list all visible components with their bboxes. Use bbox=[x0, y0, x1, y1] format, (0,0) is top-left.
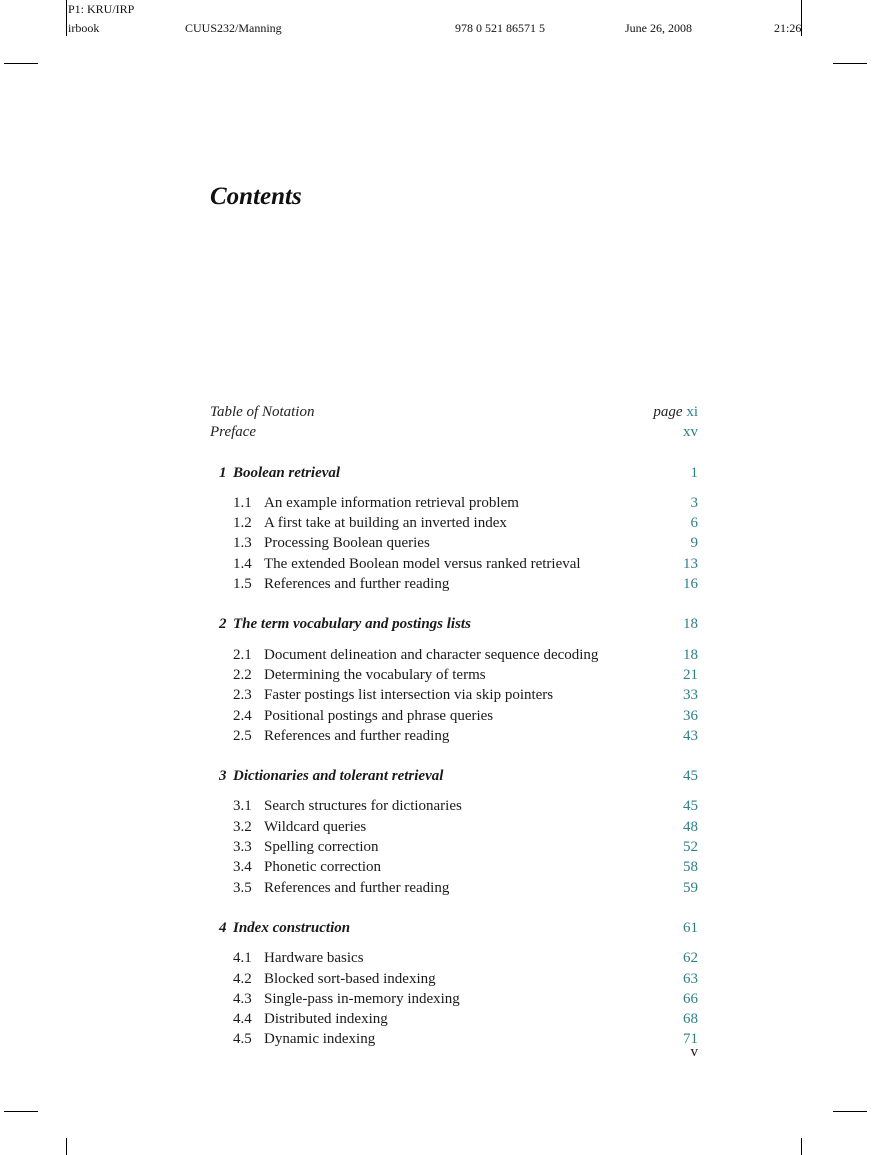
toc-section-row[interactable] bbox=[210, 554, 698, 574]
toc-page-number[interactable]: 45 bbox=[683, 798, 698, 815]
chapter-number: 4 bbox=[219, 919, 227, 936]
header-isbn: 978 0 521 86571 5 bbox=[455, 21, 545, 35]
crop-mark-bottom-right-horizontal bbox=[833, 1111, 867, 1112]
section-number: 4.4 bbox=[233, 1011, 252, 1028]
header-book-id: irbook bbox=[68, 21, 100, 35]
toc-section-row[interactable] bbox=[210, 1029, 698, 1049]
section-title: An example information retrieval problem bbox=[264, 494, 519, 511]
section-number: 4.5 bbox=[233, 1031, 252, 1048]
toc-section-row[interactable] bbox=[210, 574, 698, 594]
section-title: Spelling correction bbox=[264, 839, 379, 856]
toc-page-number[interactable]: 61 bbox=[683, 919, 698, 936]
toc-section-row[interactable] bbox=[210, 645, 698, 665]
toc-section-row[interactable] bbox=[210, 969, 698, 989]
toc-page-number[interactable]: 6 bbox=[690, 515, 698, 532]
crop-mark-top-left-horizontal bbox=[4, 63, 38, 64]
section-number: 2.2 bbox=[233, 666, 252, 683]
toc-page-number[interactable]: 9 bbox=[690, 535, 698, 552]
chapter-title: Dictionaries and tolerant retrieval bbox=[233, 768, 444, 785]
chapter-title: Boolean retrieval bbox=[233, 464, 341, 481]
section-title: A first take at building an inverted index bbox=[264, 515, 507, 532]
toc-section-row[interactable] bbox=[210, 1009, 698, 1029]
section-title: Distributed indexing bbox=[264, 1011, 388, 1028]
section-number: 3.5 bbox=[233, 879, 252, 896]
section-number: 1.5 bbox=[233, 576, 252, 593]
section-number: 4.3 bbox=[233, 990, 252, 1007]
crop-mark-bottom-left-vertical bbox=[66, 1138, 67, 1155]
section-title: Dynamic indexing bbox=[264, 1031, 376, 1048]
toc-front-matter-row[interactable] bbox=[210, 422, 698, 442]
toc-section-row[interactable] bbox=[210, 493, 698, 513]
section-number: 4.2 bbox=[233, 970, 252, 987]
toc-section-row[interactable] bbox=[210, 665, 698, 685]
crop-mark-top-left-vertical bbox=[66, 0, 67, 36]
chapter-number: 3 bbox=[219, 768, 227, 785]
toc-page-number[interactable]: 43 bbox=[683, 727, 698, 744]
toc-page-number[interactable]: 48 bbox=[683, 818, 698, 835]
toc-chapter-row[interactable] bbox=[210, 614, 698, 634]
toc-page-number[interactable]: 71 bbox=[683, 1031, 698, 1048]
toc-chapter-list bbox=[210, 463, 698, 1050]
chapter-number: 2 bbox=[219, 616, 227, 633]
toc-section-row[interactable] bbox=[210, 878, 698, 898]
toc-entry-title: Table of Notation bbox=[210, 404, 315, 420]
toc-page-number[interactable]: 45 bbox=[683, 768, 698, 785]
toc-page-cell bbox=[653, 402, 698, 422]
toc-page-number[interactable]: 21 bbox=[683, 666, 698, 683]
crop-mark-bottom-left-horizontal bbox=[4, 1111, 38, 1112]
toc-page-number[interactable]: 36 bbox=[683, 707, 698, 724]
toc-page-number[interactable]: 63 bbox=[683, 970, 698, 987]
toc-page-number[interactable]: 1 bbox=[690, 464, 698, 481]
toc-section-row[interactable] bbox=[210, 796, 698, 816]
header-date: June 26, 2008 bbox=[625, 21, 692, 35]
section-number: 3.1 bbox=[233, 798, 252, 815]
page-title: Contents bbox=[210, 183, 302, 210]
page-word-label: page bbox=[653, 404, 683, 420]
page-folio: v bbox=[690, 1044, 698, 1060]
toc-page-number[interactable]: 18 bbox=[683, 646, 698, 663]
section-title: Determining the vocabulary of terms bbox=[264, 666, 486, 683]
toc-section-row[interactable] bbox=[210, 706, 698, 726]
toc-chapter-row[interactable] bbox=[210, 463, 698, 483]
section-number: 2.4 bbox=[233, 707, 252, 724]
section-title: Search structures for dictionaries bbox=[264, 798, 462, 815]
toc-page-number[interactable]: 3 bbox=[690, 494, 698, 511]
section-title: Hardware basics bbox=[264, 950, 364, 967]
toc-page-number[interactable]: 66 bbox=[683, 990, 698, 1007]
section-title: Processing Boolean queries bbox=[264, 535, 430, 552]
section-number: 1.1 bbox=[233, 494, 252, 511]
crop-mark-top-right-vertical bbox=[801, 0, 802, 36]
section-title: Blocked sort-based indexing bbox=[264, 970, 436, 987]
section-title: Phonetic correction bbox=[264, 859, 382, 876]
section-title: Single-pass in-memory indexing bbox=[264, 990, 460, 1007]
toc-page-number[interactable]: 59 bbox=[683, 879, 698, 896]
toc-page-number[interactable]: 33 bbox=[683, 687, 698, 704]
table-of-contents bbox=[210, 402, 698, 1050]
toc-chapter-row[interactable] bbox=[210, 918, 698, 938]
section-title: Document delineation and character sequence decoding bbox=[264, 646, 599, 663]
header-time: 21:26 bbox=[774, 21, 802, 35]
toc-section-row[interactable] bbox=[210, 726, 698, 746]
toc-section-row[interactable] bbox=[210, 989, 698, 1009]
section-number: 2.3 bbox=[233, 687, 252, 704]
toc-page-number[interactable]: 62 bbox=[683, 950, 698, 967]
toc-page-number[interactable]: 18 bbox=[683, 616, 698, 633]
toc-section-row[interactable] bbox=[210, 533, 698, 553]
section-number: 1.4 bbox=[233, 555, 252, 572]
toc-chapter-row[interactable] bbox=[210, 766, 698, 786]
toc-section-row[interactable] bbox=[210, 837, 698, 857]
toc-page-number[interactable]: xi bbox=[686, 404, 698, 420]
header-series: CUUS232/Manning bbox=[185, 21, 282, 35]
section-number: 1.2 bbox=[233, 515, 252, 532]
chapter-title: The term vocabulary and postings lists bbox=[233, 616, 471, 633]
toc-page-number[interactable]: xv bbox=[683, 424, 698, 441]
toc-section-row[interactable] bbox=[210, 513, 698, 533]
crop-mark-bottom-right-vertical bbox=[801, 1138, 802, 1155]
section-title: References and further reading bbox=[264, 576, 450, 593]
section-title: References and further reading bbox=[264, 727, 450, 744]
header-production-code: P1: KRU/IRP bbox=[68, 2, 135, 16]
crop-mark-top-right-horizontal bbox=[833, 63, 867, 64]
section-number: 2.1 bbox=[233, 646, 252, 663]
section-number: 4.1 bbox=[233, 950, 252, 967]
section-title: Positional postings and phrase queries bbox=[264, 707, 494, 724]
toc-front-matter-row[interactable] bbox=[210, 402, 698, 422]
chapter-title: Index construction bbox=[233, 919, 351, 936]
section-title: The extended Boolean model versus ranked retrieval bbox=[264, 555, 581, 572]
section-number: 1.3 bbox=[233, 535, 252, 552]
toc-page-number[interactable]: 58 bbox=[683, 859, 698, 876]
section-number: 3.3 bbox=[233, 839, 252, 856]
section-title: Faster postings list intersection via skip pointers bbox=[264, 687, 554, 704]
toc-entry-title: Preface bbox=[210, 424, 257, 441]
section-title: References and further reading bbox=[264, 879, 450, 896]
toc-section-row[interactable] bbox=[210, 817, 698, 837]
toc-section-row[interactable] bbox=[210, 948, 698, 968]
toc-section-row[interactable] bbox=[210, 857, 698, 877]
toc-page-number[interactable]: 68 bbox=[683, 1011, 698, 1028]
section-number: 3.4 bbox=[233, 859, 252, 876]
toc-page-number[interactable]: 52 bbox=[683, 839, 698, 856]
section-number: 3.2 bbox=[233, 818, 252, 835]
section-number: 2.5 bbox=[233, 727, 252, 744]
chapter-number: 1 bbox=[219, 464, 227, 481]
section-title: Wildcard queries bbox=[264, 818, 367, 835]
toc-section-row[interactable] bbox=[210, 685, 698, 705]
toc-page-number[interactable]: 13 bbox=[683, 555, 698, 572]
toc-page-number[interactable]: 16 bbox=[683, 576, 698, 593]
